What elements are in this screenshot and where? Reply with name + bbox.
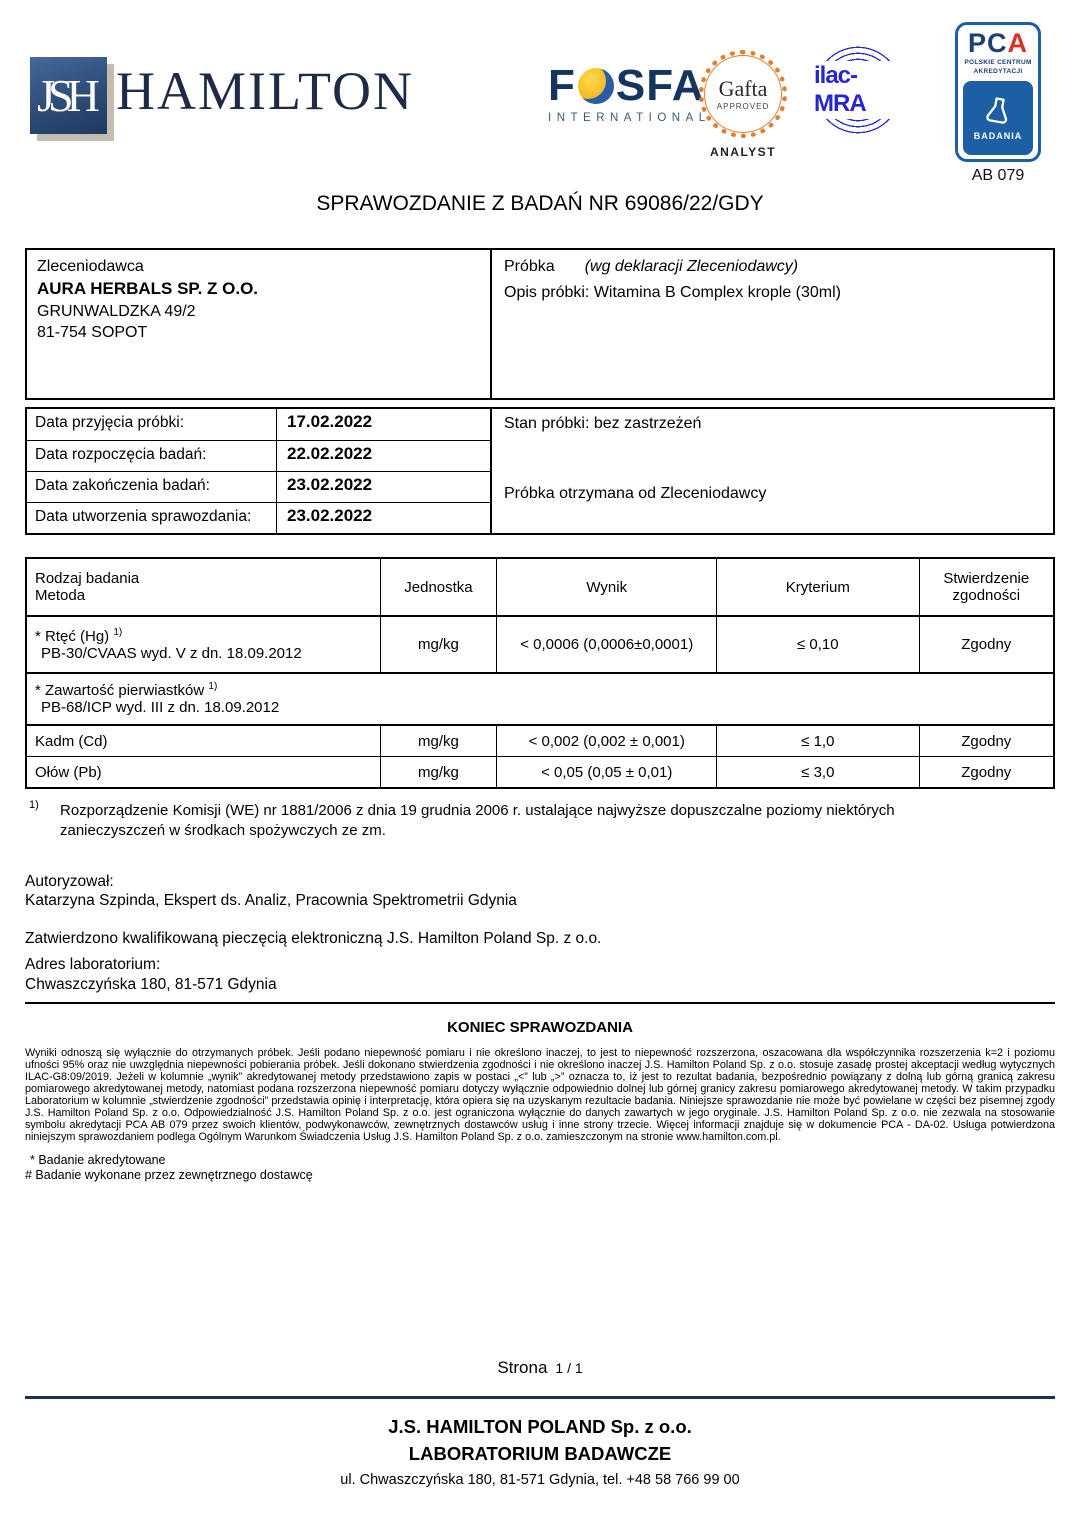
table-row bbox=[26, 757, 1054, 789]
table-row bbox=[27, 440, 490, 471]
electronic-stamp-note: Zatwierdzono kwalifikowaną pieczęcią elektroniczną J.S. Hamilton Poland Sp. z o.o. bbox=[25, 929, 602, 947]
authorization-block bbox=[25, 872, 1055, 994]
sample-label: Próbka bbox=[504, 258, 555, 275]
footer-rule bbox=[25, 1396, 1055, 1399]
pca-logo bbox=[955, 22, 1041, 185]
sample-origin: Próbka otrzymana od Zleceniodawcy bbox=[504, 485, 767, 502]
column-header-compliance: Stwierdzenie zgodności bbox=[919, 558, 1054, 616]
footnote-ref: 1) bbox=[113, 626, 123, 638]
sample-status: Stan próbki: bez zastrzeżeń bbox=[504, 415, 702, 432]
dates-status-table bbox=[25, 407, 1055, 535]
compliance-cell: Zgodny bbox=[919, 616, 1054, 673]
footer-lab: LABORATORIUM BADAWCZE bbox=[408, 1442, 672, 1464]
compliance-cell: Zgodny bbox=[919, 757, 1054, 789]
results-table bbox=[25, 557, 1055, 789]
date-value: 23.02.2022 bbox=[287, 475, 373, 494]
section-name-text: * Zawartość pierwiastków bbox=[35, 682, 205, 699]
gafta-name: Gafta bbox=[718, 75, 768, 101]
page-number: 1 / 1 bbox=[555, 1360, 583, 1376]
test-name bbox=[35, 628, 372, 645]
date-label: Data utworzenia sprawozdania: bbox=[27, 503, 277, 533]
result-cell: < 0,002 (0,002 ± 0,001) bbox=[497, 725, 717, 757]
header-test-line2: Metoda bbox=[35, 587, 86, 604]
table-row bbox=[27, 409, 490, 440]
unit-cell: mg/kg bbox=[380, 757, 497, 789]
pca-accreditation-number: AB 079 bbox=[971, 167, 1025, 184]
jsh-monogram: JSH bbox=[37, 69, 93, 121]
authorized-person: Katarzyna Szpinda, Ekspert ds. Analiz, Pracownia Spektrometrii Gdynia bbox=[25, 892, 517, 910]
footnote bbox=[25, 801, 1000, 840]
header bbox=[0, 0, 1080, 188]
page-label: Strona bbox=[497, 1358, 548, 1377]
gafta-analyst-label: ANALYST bbox=[709, 145, 777, 159]
lab-address: Chwaszczyńska 180, 81-571 Gdynia bbox=[25, 975, 277, 993]
client-name: AURA HERBALS SP. Z O.O. bbox=[37, 278, 259, 298]
section-divider bbox=[25, 1002, 1055, 1004]
unit-cell: mg/kg bbox=[380, 616, 497, 673]
date-label: Data przyjęcia próbki: bbox=[27, 409, 277, 440]
section-row bbox=[26, 673, 1054, 725]
pca-acronym bbox=[958, 30, 1038, 57]
sample-description: Opis próbki: Witamina B Complex krople (30ml) bbox=[504, 283, 841, 301]
fosfa-subtitle: INTERNATIONAL bbox=[548, 112, 711, 124]
pca-org-line2: AKREDYTACJI bbox=[973, 67, 1023, 75]
ilac-mra-logo-icon bbox=[812, 44, 904, 136]
legend-external: # Badanie wykonane przez zewnętrznego dostawcę bbox=[25, 1168, 313, 1183]
pca-org-line1: POLSKIE CENTRUM bbox=[964, 59, 1032, 66]
gafta-logo bbox=[698, 50, 788, 159]
column-header-unit: Jednostka bbox=[380, 558, 497, 616]
disclaimer-text: Wyniki odnoszą się wyłącznie do otrzymanych próbek. Jeśli podano niepewność pomiaru i nie określono inaczej, to jest to niepewność rozszerzona, oszacowana dla współczynnika rozszerzenia k=2 i poziomu ufności 95% oraz nie uwzględnia niepewności pobierania próbek. Jeśli dokonano stwierdzenia zgodności i nie określono inaczej J.S. Hamilton Poland Sp. z o.o. stosuje zasadę prostej akceptacji według wytycznych ILAC-G8:09/2019. Jeżeli w kolumnie „wynik” akredytowanej metody przedstawiono zapis w postaci „<” lub „>” oznacza to, iż jest to rezultat badania, bezpośrednio powiązany z dolną lub górną granicą zakresu pomiarowego akredytowanej metody, natomiast podana rozszerzona niepewność pomiaru dotyczy wyłącznie odpowiednio dolnej lub górnej granicy zakresu pomiarowego akredytowanej metody. W takim przypadku Laboratorium w kolumnie „stwierdzenie zgodności” przedstawia opinię i interpretację, która opiera się na uzyskanym rezultacie badania. Niniejsze sprawozdanie nie może być powielane w części bez pisemnej zgody J.S. Hamilton Poland Sp. z o.o. Odpowiedzialność J.S. Hamilton Poland Sp. z o.o. jest ograniczona wyłącznie do danych zawartych w jego oryginale. J.S. Hamilton Poland Sp. z o.o. nie zezwala na stosowanie symbolu akredytacji PCA AB 079 przez swoich klientów, podwykonawców, zewnętrznych dostawców usług i inne strony trzecie. Więcej informacji znajduje się w dokumencie PCA - DA-02. Usługa potwierdzona niniejszym sprawozdaniem podlega Ogólnym Warunkom Świadczenia Usług J.S. Hamilton Poland Sp. z o.o. zamieszczonym na stronie www.hamilton.com.pl. bbox=[25, 1046, 1055, 1144]
table-row bbox=[27, 502, 490, 533]
fosfa-name-end: SFA bbox=[615, 61, 705, 110]
column-header-result: Wynik bbox=[497, 558, 717, 616]
client-cell bbox=[27, 250, 492, 398]
gafta-approved-label: APPROVED bbox=[716, 101, 770, 111]
pca-box bbox=[955, 22, 1041, 162]
company-footer bbox=[0, 1414, 1080, 1491]
sample-status-cell bbox=[492, 409, 1053, 533]
authorized-label: Autoryzował: bbox=[25, 873, 114, 890]
column-header-criterion: Kryterium bbox=[717, 558, 920, 616]
section-cell bbox=[26, 673, 1054, 725]
test-name-text: * Rtęć (Hg) bbox=[35, 627, 110, 645]
footnote-marker: 1) bbox=[29, 799, 39, 811]
client-sample-table bbox=[25, 248, 1055, 400]
result-cell: < 0,0006 (0,0006±0,0001) bbox=[497, 616, 717, 673]
legend bbox=[25, 1153, 1055, 1184]
footer-company: J.S. HAMILTON POLAND Sp. z o.o. bbox=[388, 1416, 692, 1437]
test-name-cell bbox=[26, 616, 380, 673]
date-label: Data rozpoczęcia badań: bbox=[27, 441, 277, 471]
lab-address-label: Adres laboratorium: bbox=[25, 956, 161, 974]
results-header-row bbox=[26, 558, 1054, 616]
test-name-cell: Ołów (Pb) bbox=[26, 757, 380, 789]
report-title: SPRAWOZDANIE Z BADAŃ NR 69086/22/GDY bbox=[316, 192, 764, 215]
unit-cell: mg/kg bbox=[380, 725, 497, 757]
date-value: 22.02.2022 bbox=[287, 444, 373, 463]
report-content bbox=[25, 248, 1055, 1184]
criterion-cell: ≤ 3,0 bbox=[717, 757, 920, 789]
test-method: PB-30/CVAAS wyd. V z dn. 18.09.2012 bbox=[41, 644, 302, 662]
date-value: 17.02.2022 bbox=[287, 412, 373, 431]
result-cell: < 0,05 (0,05 ± 0,01) bbox=[497, 757, 717, 789]
end-of-report-label: KONIEC SPRAWOZDANIA bbox=[447, 1018, 633, 1036]
date-value: 23.02.2022 bbox=[287, 506, 373, 525]
jsh-hamilton-logo-icon bbox=[30, 57, 107, 134]
column-header-test bbox=[26, 558, 380, 616]
pagination bbox=[0, 1358, 1080, 1378]
table-row bbox=[26, 616, 1054, 673]
globe-icon bbox=[578, 68, 614, 104]
client-label: Zleceniodawca bbox=[37, 258, 144, 275]
pca-badge bbox=[963, 81, 1033, 155]
pca-scope-label: BADANIA bbox=[973, 131, 1023, 142]
footnote-ref: 1) bbox=[208, 681, 218, 692]
criterion-cell: ≤ 1,0 bbox=[717, 725, 920, 757]
pca-org-name bbox=[958, 59, 1038, 77]
section-method: PB-68/ICP wyd. III z dn. 18.09.2012 bbox=[41, 699, 280, 716]
criterion-cell: ≤ 0,10 bbox=[717, 616, 920, 673]
footnote-text: Rozporządzenie Komisji (WE) nr 1881/2006 z dnia 19 grudnia 2006 r. ustalające najwyższe dopuszczalne poziomy niektórych zanieczyszczeń w środkach spożywczych ze zm. bbox=[60, 802, 895, 839]
sample-head bbox=[504, 256, 1041, 278]
hamilton-brand-text: HAMILTON bbox=[116, 61, 415, 121]
table-row bbox=[27, 471, 490, 502]
compliance-cell: Zgodny bbox=[919, 725, 1054, 757]
ilac-mra-label: ilac-MRA bbox=[812, 61, 904, 119]
date-label: Data zakończenia badań: bbox=[27, 472, 277, 502]
footer-address: ul. Chwaszczyńska 180, 81-571 Gdynia, tel. +48 58 766 99 00 bbox=[340, 1471, 740, 1488]
pca-acronym-a: A bbox=[1007, 28, 1028, 58]
gafta-wreath-icon bbox=[699, 50, 787, 138]
dates-column bbox=[27, 409, 492, 533]
fosfa-logo bbox=[548, 61, 711, 124]
table-row bbox=[26, 725, 1054, 757]
client-address-line1: GRUNWALDZKA 49/2 bbox=[37, 302, 196, 320]
flask-icon bbox=[978, 91, 1017, 130]
section-name bbox=[35, 682, 1045, 699]
pca-acronym-pc: PC bbox=[967, 28, 1008, 58]
fosfa-name-start: F bbox=[548, 61, 576, 110]
legend-accredited: * Badanie akredytowane bbox=[30, 1152, 166, 1167]
sample-declaration: (wg deklaracji Zleceniodawcy) bbox=[584, 258, 799, 275]
fosfa-name bbox=[548, 61, 711, 110]
client-address-line2: 81-754 SOPOT bbox=[37, 324, 148, 342]
test-name-cell: Kadm (Cd) bbox=[26, 725, 380, 757]
sample-cell bbox=[492, 250, 1053, 398]
header-test-line1: Rodzaj badania bbox=[35, 570, 140, 587]
